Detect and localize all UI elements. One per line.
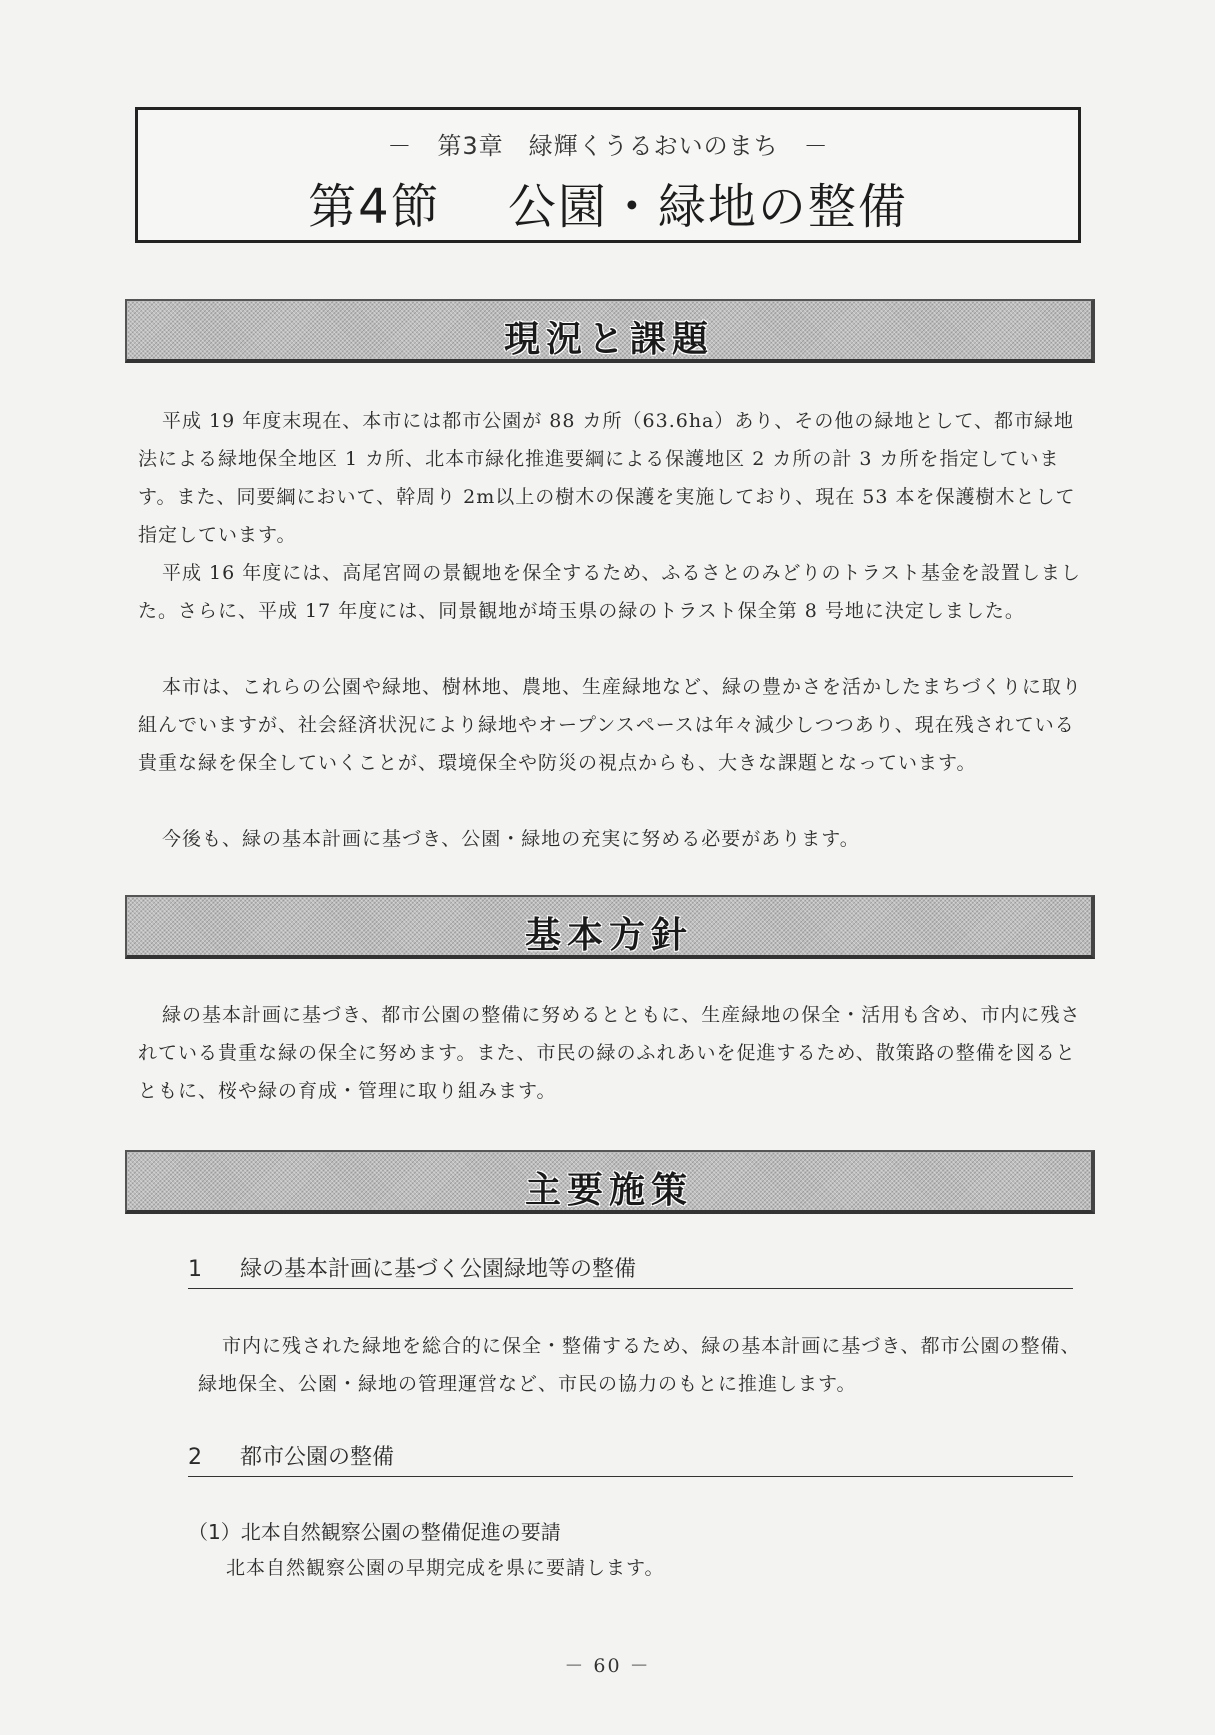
banner-current-status-label: 現況と課題 (503, 319, 714, 360)
measure-2-title: 都市公園の整備 (240, 1445, 395, 1470)
measure-1-heading (188, 1252, 1073, 1289)
banner-current-status (125, 299, 1095, 363)
current-paragraph-2: 平成 16 年度には、高尾宮岡の景観地を保全するため、ふるさとのみどりのトラスト基金を設置しました。さらに、平成 17 年度には、同景観地が埼玉県の緑のトラスト保全第 8 号地に決定しました。 (138, 562, 1081, 622)
current-paragraph-4: 今後も、緑の基本計画に基づき、公園・緑地の充実に努める必要があります。 (162, 828, 860, 850)
banner-main-measures-label: 主要施策 (524, 1170, 693, 1211)
measure-1-title: 緑の基本計画に基づく公園緑地等の整備 (240, 1257, 637, 1282)
page-number: － 60 － (564, 1655, 651, 1677)
title-box (135, 107, 1081, 243)
measure-2-heading (188, 1440, 1073, 1477)
policy-paragraph: 緑の基本計画に基づき、都市公園の整備に努めるとともに、生産緑地の保全・活用も含め、市内に残されている貴重な緑の保全に努めます。また、市民の緑のふれあいを促進するため、散策路の整備を図るとともに、桜や緑の育成・管理に取り組みます。 (138, 1004, 1081, 1102)
banner-main-measures (125, 1150, 1095, 1214)
chapter-heading: － 第3章 緑輝くうるおいのまち － (387, 132, 829, 160)
section-title: 第4節 公園・緑地の整備 (308, 179, 908, 235)
banner-basic-policy-label: 基本方針 (524, 915, 693, 956)
measure-2-number: 2 (188, 1445, 202, 1470)
banner-basic-policy (125, 895, 1095, 959)
measure-1-number: 1 (188, 1257, 202, 1282)
measure-2-sub1-title: （1）北本自然観察公園の整備促進の要請 (188, 1520, 561, 1544)
measure-1-body: 市内に残された緑地を総合的に保全・整備するため、緑の基本計画に基づき、都市公園の整備、緑地保全、公園・緑地の管理運営など、市民の協力のもとに推進します。 (198, 1335, 1081, 1395)
current-paragraph-1: 平成 19 年度末現在、本市には都市公園が 88 カ所（63.6ha）あり、その他の緑地として、都市緑地法による緑地保全地区 1 カ所、北本市緑化推進要綱による保護地区 2 カ所の計 3 カ所を指定しています。また、同要綱において、幹周り 2m以上の樹木の保護を実施しており、現在 53 本を保護樹木として指定しています。 (138, 410, 1076, 546)
measure-2-sub1-body: 北本自然観察公園の早期完成を県に要請します。 (226, 1557, 665, 1579)
current-paragraph-3: 本市は、これらの公園や緑地、樹林地、農地、生産緑地など、緑の豊かさを活かしたまちづくりに取り組んでいますが、社会経済状況により緑地やオープンスペースは年々減少しつつあり、現在残されている貴重な緑を保全していくことが、環境保全や防災の視点からも、大きな課題となっています。 (138, 676, 1082, 774)
